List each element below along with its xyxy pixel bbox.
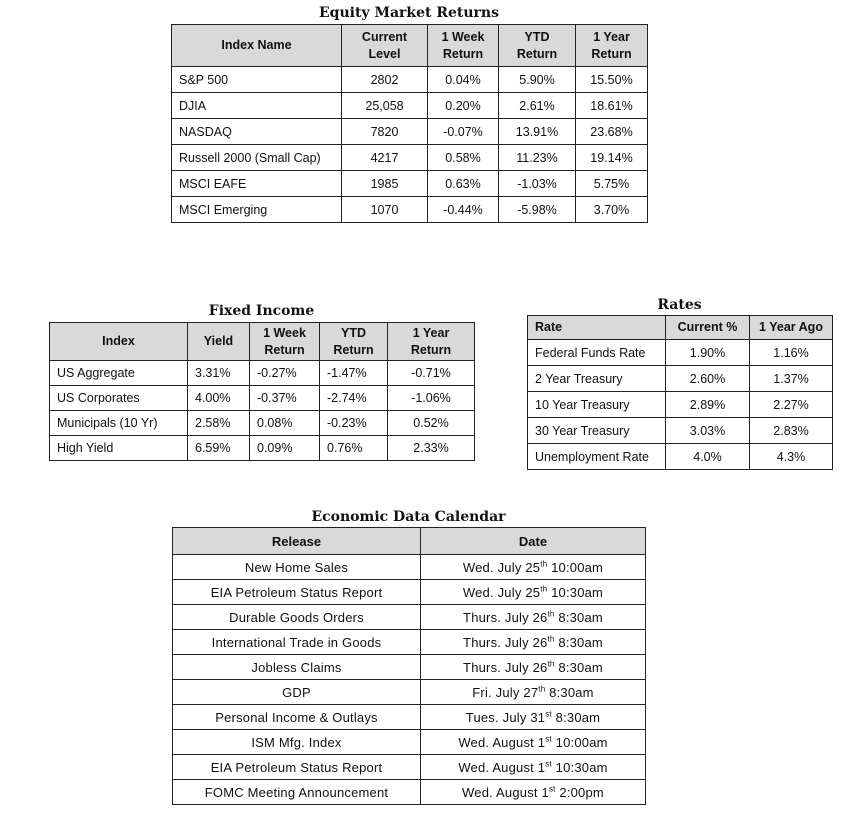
equity-cell-year: 19.14% [576, 145, 648, 171]
equity-cell-week: -0.07% [428, 119, 499, 145]
fixed-cell-yield: 4.00% [188, 386, 250, 411]
equity-section [171, 4, 647, 223]
rates-cell-name: Unemployment Rate [528, 444, 666, 470]
calendar-cell-release: EIA Petroleum Status Report [173, 755, 421, 780]
fixed-cell-week: 0.09% [250, 436, 320, 461]
table-row [173, 680, 646, 705]
calendar-cell-date: Tues. July 31st 8:30am [421, 705, 646, 730]
fixed-header-year: 1 Year Return [388, 323, 475, 361]
table-row [528, 392, 833, 418]
table-row [173, 655, 646, 680]
table-row [528, 366, 833, 392]
equity-cell-year: 18.61% [576, 93, 648, 119]
fixed-cell-ytd: -2.74% [320, 386, 388, 411]
fixed-cell-week: 0.08% [250, 411, 320, 436]
rates-header-current: Current % [666, 316, 750, 340]
equity-cell-week: 0.20% [428, 93, 499, 119]
equity-header-year: 1 Year Return [576, 25, 648, 67]
rates-cell-name: Federal Funds Rate [528, 340, 666, 366]
equity-cell-level: 1070 [342, 197, 428, 223]
equity-cell-ytd: 2.61% [499, 93, 576, 119]
equity-cell-ytd: 13.91% [499, 119, 576, 145]
calendar-cell-date: Wed. July 25th 10:30am [421, 580, 646, 605]
fixed-income-section [49, 302, 474, 461]
calendar-table [172, 527, 646, 805]
table-row [173, 755, 646, 780]
fixed-header-yield: Yield [188, 323, 250, 361]
table-row [50, 436, 475, 461]
calendar-cell-date: Thurs. July 26th 8:30am [421, 630, 646, 655]
fixed-header-index: Index [50, 323, 188, 361]
equity-cell-name: DJIA [172, 93, 342, 119]
calendar-cell-date: Wed. August 1st 10:00am [421, 730, 646, 755]
table-row [172, 171, 648, 197]
equity-cell-level: 7820 [342, 119, 428, 145]
equity-table [171, 24, 648, 223]
table-row [528, 444, 833, 470]
equity-header-name: Index Name [172, 25, 342, 67]
equity-cell-name: MSCI EAFE [172, 171, 342, 197]
table-row [173, 555, 646, 580]
rates-cell-current: 2.60% [666, 366, 750, 392]
rates-cell-current: 4.0% [666, 444, 750, 470]
table-row [173, 580, 646, 605]
rates-cell-current: 1.90% [666, 340, 750, 366]
calendar-section [172, 508, 645, 805]
equity-header-week: 1 Week Return [428, 25, 499, 67]
fixed-cell-yield: 2.58% [188, 411, 250, 436]
calendar-cell-release: Personal Income & Outlays [173, 705, 421, 730]
calendar-cell-release: GDP [173, 680, 421, 705]
fixed-cell-name: US Aggregate [50, 361, 188, 386]
equity-cell-level: 1985 [342, 171, 428, 197]
table-row [528, 418, 833, 444]
equity-cell-ytd: -1.03% [499, 171, 576, 197]
equity-cell-week: 0.63% [428, 171, 499, 197]
equity-title: Equity Market Returns [319, 5, 499, 21]
table-row [172, 197, 648, 223]
equity-cell-year: 15.50% [576, 67, 648, 93]
fixed-income-table [49, 322, 475, 461]
table-row [173, 780, 646, 805]
table-row [50, 411, 475, 436]
table-row [173, 630, 646, 655]
equity-cell-week: -0.44% [428, 197, 499, 223]
table-row [172, 119, 648, 145]
calendar-cell-release: International Trade in Goods [173, 630, 421, 655]
rates-cell-name: 10 Year Treasury [528, 392, 666, 418]
calendar-cell-release: Jobless Claims [173, 655, 421, 680]
table-row [173, 605, 646, 630]
fixed-cell-name: High Yield [50, 436, 188, 461]
fixed-cell-week: -0.37% [250, 386, 320, 411]
rates-table [527, 315, 833, 470]
calendar-cell-date: Fri. July 27th 8:30am [421, 680, 646, 705]
equity-cell-level: 2802 [342, 67, 428, 93]
equity-cell-year: 3.70% [576, 197, 648, 223]
table-row [50, 386, 475, 411]
equity-cell-year: 5.75% [576, 171, 648, 197]
table-row [173, 730, 646, 755]
rates-header-rate: Rate [528, 316, 666, 340]
fixed-cell-ytd: -1.47% [320, 361, 388, 386]
fixed-cell-year: -0.71% [388, 361, 475, 386]
equity-cell-level: 25,058 [342, 93, 428, 119]
calendar-cell-release: FOMC Meeting Announcement [173, 780, 421, 805]
equity-cell-year: 23.68% [576, 119, 648, 145]
equity-cell-ytd: 5.90% [499, 67, 576, 93]
rates-title: Rates [657, 297, 702, 313]
calendar-header-release: Release [173, 528, 421, 555]
calendar-cell-release: EIA Petroleum Status Report [173, 580, 421, 605]
rates-cell-current: 3.03% [666, 418, 750, 444]
fixed-header-week: 1 Week Return [250, 323, 320, 361]
calendar-cell-release: New Home Sales [173, 555, 421, 580]
equity-cell-name: Russell 2000 (Small Cap) [172, 145, 342, 171]
table-row [172, 93, 648, 119]
fixed-cell-yield: 3.31% [188, 361, 250, 386]
equity-cell-week: 0.58% [428, 145, 499, 171]
calendar-cell-date: Wed. August 1st 2:00pm [421, 780, 646, 805]
equity-header-current: Current Level [342, 25, 428, 67]
calendar-header-date: Date [421, 528, 646, 555]
table-row [173, 705, 646, 730]
fixed-cell-yield: 6.59% [188, 436, 250, 461]
rates-cell-ago: 1.37% [750, 366, 833, 392]
equity-cell-level: 4217 [342, 145, 428, 171]
equity-cell-name: S&P 500 [172, 67, 342, 93]
table-row [50, 361, 475, 386]
calendar-cell-date: Thurs. July 26th 8:30am [421, 655, 646, 680]
fixed-cell-name: Municipals (10 Yr) [50, 411, 188, 436]
equity-cell-week: 0.04% [428, 67, 499, 93]
calendar-cell-date: Thurs. July 26th 8:30am [421, 605, 646, 630]
fixed-cell-year: 2.33% [388, 436, 475, 461]
fixed-cell-year: -1.06% [388, 386, 475, 411]
calendar-cell-date: Wed. August 1st 10:30am [421, 755, 646, 780]
table-row [172, 67, 648, 93]
rates-cell-ago: 1.16% [750, 340, 833, 366]
table-row [172, 145, 648, 171]
rates-cell-ago: 2.83% [750, 418, 833, 444]
equity-cell-ytd: -5.98% [499, 197, 576, 223]
equity-cell-name: NASDAQ [172, 119, 342, 145]
fixed-income-title: Fixed Income [208, 303, 315, 319]
rates-header-ago: 1 Year Ago [750, 316, 833, 340]
fixed-cell-year: 0.52% [388, 411, 475, 436]
fixed-cell-name: US Corporates [50, 386, 188, 411]
calendar-cell-release: ISM Mfg. Index [173, 730, 421, 755]
equity-header-ytd: YTD Return [499, 25, 576, 67]
table-row [528, 340, 833, 366]
equity-cell-ytd: 11.23% [499, 145, 576, 171]
fixed-cell-week: -0.27% [250, 361, 320, 386]
fixed-cell-ytd: 0.76% [320, 436, 388, 461]
rates-cell-current: 2.89% [666, 392, 750, 418]
calendar-cell-date: Wed. July 25th 10:00am [421, 555, 646, 580]
rates-cell-name: 30 Year Treasury [528, 418, 666, 444]
fixed-cell-ytd: -0.23% [320, 411, 388, 436]
rates-cell-ago: 2.27% [750, 392, 833, 418]
rates-cell-name: 2 Year Treasury [528, 366, 666, 392]
calendar-cell-release: Durable Goods Orders [173, 605, 421, 630]
calendar-title: Economic Data Calendar [311, 509, 506, 525]
fixed-header-ytd: YTD Return [320, 323, 388, 361]
rates-cell-ago: 4.3% [750, 444, 833, 470]
equity-cell-name: MSCI Emerging [172, 197, 342, 223]
rates-section [527, 296, 832, 470]
